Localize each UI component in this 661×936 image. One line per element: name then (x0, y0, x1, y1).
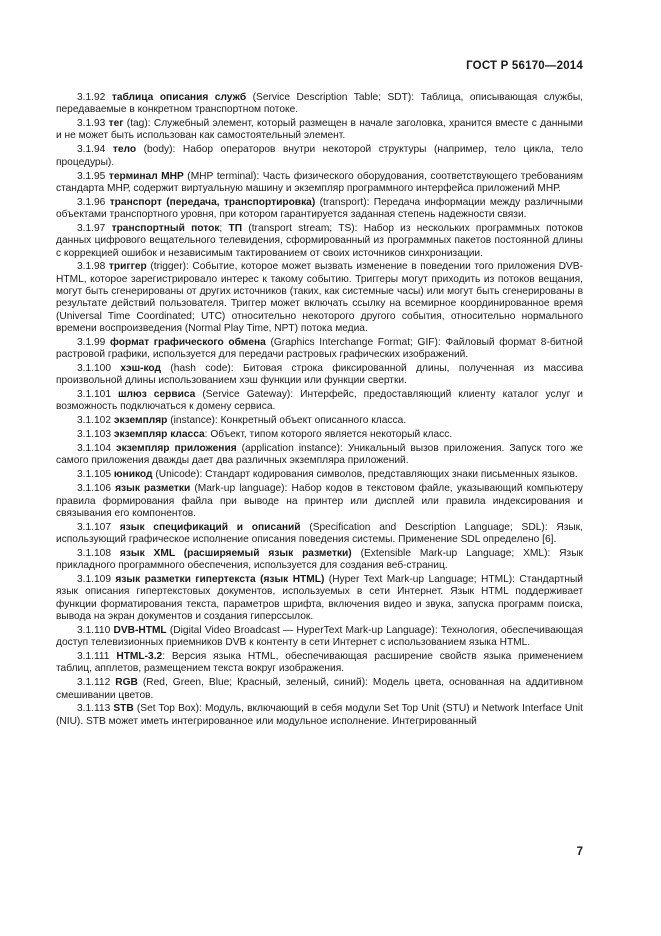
term-definition: (Hyper Text Mark-up Language; HTML): Стандартный язык описания гипертекстовых документов, используемых в сети Интернет. Язык HTML поддерживает функции форматирования текста, параметров шрифта, включения видео и звука, запуска программ поиска, вывода на экран документов и создания гиперссылок. (56, 574, 583, 622)
term-number: 3.1.110 (77, 624, 111, 636)
term-entry (56, 197, 583, 222)
term-definition: (transport stream; TS): Набор из нескольких программных потоков данных цифрового вещательного телевидения, сформированный из программных пакетов постоянной длины с коррекцией ошибок и независимым тактированием от своих источников синхронизации. (56, 222, 583, 259)
term-number: 3.1.99 (77, 336, 106, 348)
term-name: хэш-код (120, 362, 161, 374)
term-name: тег (108, 118, 124, 130)
term-entry (56, 548, 583, 573)
term-definition: (tag): Служебный элемент, который размещен в начале заголовка, хранится вместе с данными и не может быть использован как самостоятельный элемент. (56, 118, 583, 142)
term-number: 3.1.111 (77, 651, 110, 663)
term-entry (56, 469, 583, 481)
term-entry (56, 574, 583, 623)
term-entry (56, 92, 583, 117)
term-entry (56, 483, 583, 520)
term-definition: (Service Gateway): Интерфейс, предоставляющий клиенту каталог услуг и возможность подключаться к домену сервиса. (56, 389, 583, 413)
term-definition: (Digital Video Broadcast — HyperText Mark-up Language): Технология, обеспечивающая доступ телевизионных приемников DVB к контенту в сети Интернет с использованием языка HTML. (56, 624, 583, 649)
term-entry (56, 522, 583, 547)
term-number: 3.1.105 (77, 469, 111, 481)
term-name: таблица описания служб (111, 92, 247, 103)
term-entry (56, 337, 583, 362)
term-definition: (hash code): Битовая строка фиксированной длины, полученная из массива произвольной длины использованием хэш функции или функции свертки. (56, 362, 583, 387)
term-entry (56, 429, 583, 441)
term-entry (56, 625, 583, 650)
term-definition: (transport): Передача информации между различными объектами транспортного уровня, при котором гарантируется заданная степень надежности связи. (56, 196, 583, 221)
term-name: DVB-HTML (113, 624, 167, 636)
terms-list (56, 92, 583, 730)
term-number: 3.1.101 (77, 389, 111, 401)
term-number: 3.1.96 (77, 196, 106, 208)
standard-designation: ГОСТ Р 56170—2014 (466, 60, 583, 72)
term-entry (56, 171, 583, 196)
term-entry (56, 651, 583, 676)
term-name: формат графического обмена (110, 336, 266, 348)
term-name: шлюз сервиса (118, 389, 196, 401)
term-definition: (Graphics Interchange Format; GIF): Файловый формат 8-битной растровой графики, используется для передачи растровых графических изображений. (56, 336, 583, 361)
term-abbreviation: ТП (228, 222, 243, 234)
term-name: язык разметки гипертекста (язык HTML) (115, 574, 325, 586)
term-entry (56, 415, 583, 427)
term-entry (56, 363, 583, 388)
term-name: RGB (115, 677, 138, 689)
term-name: транспорт (передача, транспортировка) (109, 196, 316, 208)
page-number: 7 (576, 846, 583, 858)
term-definition: (Service Description Table; SDT): Таблица, описывающая службы, передаваемые в конкретном транспортном потоке. (56, 92, 583, 116)
term-number: 3.1.107 (77, 521, 111, 533)
term-number: 3.1.103 (77, 429, 111, 441)
term-entry (56, 261, 583, 335)
term-definition: : Версия языка HTML, обеспечивающая расширение свойств языка применением таблиц, апплетов, размещением текста вокруг изображения. (56, 651, 583, 675)
term-number: 3.1.97 (77, 222, 106, 234)
term-name: триггер (108, 261, 147, 273)
term-definition: (Extensible Mark-up Language; XML): Язык прикладного программного обеспечения, используется для создания веб-страниц. (56, 547, 583, 572)
term-name: STB (113, 703, 134, 715)
term-name: транспортный поток (111, 222, 220, 234)
term-definition: : Объект, типом которого является некоторый класс. (204, 429, 453, 441)
term-name: экземпляр приложения (115, 443, 237, 455)
term-number: 3.1.92 (77, 92, 106, 103)
term-name: язык разметки (115, 483, 191, 495)
term-number: 3.1.108 (77, 547, 111, 559)
term-name: язык XML (расширяемый язык разметки) (119, 547, 352, 559)
term-definition: (body): Набор операторов внутри некоторой структуры (например, тело цикла, тело процедуры). (56, 144, 583, 168)
term-entry (56, 703, 583, 728)
term-entry (56, 677, 583, 702)
term-number: 3.1.112 (77, 677, 111, 689)
term-number: 3.1.95 (77, 170, 106, 182)
term-number: 3.1.93 (77, 118, 106, 130)
term-number: 3.1.98 (77, 261, 106, 273)
term-definition: (Set Top Box): Модуль, включающий в себя модули Set Top Unit (STU) и Network Interface Unit (NIU). STB может иметь интегрированное или модульное исполнение. Интегрированный (56, 703, 583, 727)
term-name: HTML-3.2 (116, 651, 163, 663)
term-entry (56, 443, 583, 468)
term-number: 3.1.106 (77, 483, 111, 495)
term-entry: 3.1.97 транспортный поток; ТП (transport stream; TS): Набор из нескольких программных потоков данных цифрового вещательного телевидения, сформированный из программных пакетов постоянной длины с коррекцией ошибок и независимым тактированием от своих источников синхронизации. (56, 222, 583, 259)
term-name: юникод (113, 469, 153, 481)
term-name: терминал МНР (108, 170, 184, 182)
term-definition: (Specification and Description Language; SDL): Язык, использующий графическое исполнение описания поведения системы. Применение SDL определено [6]. (56, 521, 583, 545)
term-definition: (application instance): Уникальный вызов приложения. Запуск того же самого приложения дважды дает два различных экземпляра приложений. (56, 443, 583, 467)
term-definition: (instance): Конкретный объект описанного класса. (170, 415, 407, 427)
term-number: 3.1.102 (77, 415, 111, 427)
term-name: язык спецификаций и описаний (119, 521, 301, 533)
term-entry (56, 144, 583, 169)
term-name: экземпляр класса (113, 429, 205, 441)
term-number: 3.1.104 (77, 443, 111, 455)
term-number: 3.1.94 (77, 144, 106, 156)
term-definition: (МНР terminal): Часть физического оборудования, соответствующего требованиям стандарта МНР, содержит виртуальную машину и экземпляр программного интерфейса приложений МНР. (56, 170, 583, 194)
term-definition: (Unicode): Стандарт кодирования символов, представляющих знаки письменных языков. (155, 469, 578, 481)
term-number: 3.1.109 (77, 574, 111, 586)
term-name: экземпляр (113, 415, 168, 427)
term-number: 3.1.113 (77, 703, 111, 715)
term-name: тело (112, 144, 137, 156)
term-definition: (trigger): Событие, которое может вызвать изменение в поведении того приложения DVB-HTML, которое зарегистрировало интерес к такому событию. Триггеры могут приходить из потоков вещания, могут быть сгенерированы от других источников (таких, как системные часы) или могут быть сгенерированы в результате действий пользователя. Триггер может включать ссылку на всемирное координированное время (Universal Time Coordinated; UTC) относительно некоторого другого события, относительно нормального времени воспроизведения (Normal Play Time, NPT) потока медиа. (56, 261, 583, 334)
term-definition: (Red, Green, Blue; Красный, зеленый, синий): Модель цвета, основанная на аддитивном смешивании цветов. (56, 677, 583, 701)
term-definition: (Mark-up language): Набор кодов в текстовом файле, указывающий компьютеру правила формирования файла при выводе на принтер или дисплей или правила индексирования и связывания его компонентов. (56, 483, 583, 519)
term-number: 3.1.100 (77, 362, 111, 374)
term-entry (56, 118, 583, 143)
term-entry (56, 389, 583, 414)
